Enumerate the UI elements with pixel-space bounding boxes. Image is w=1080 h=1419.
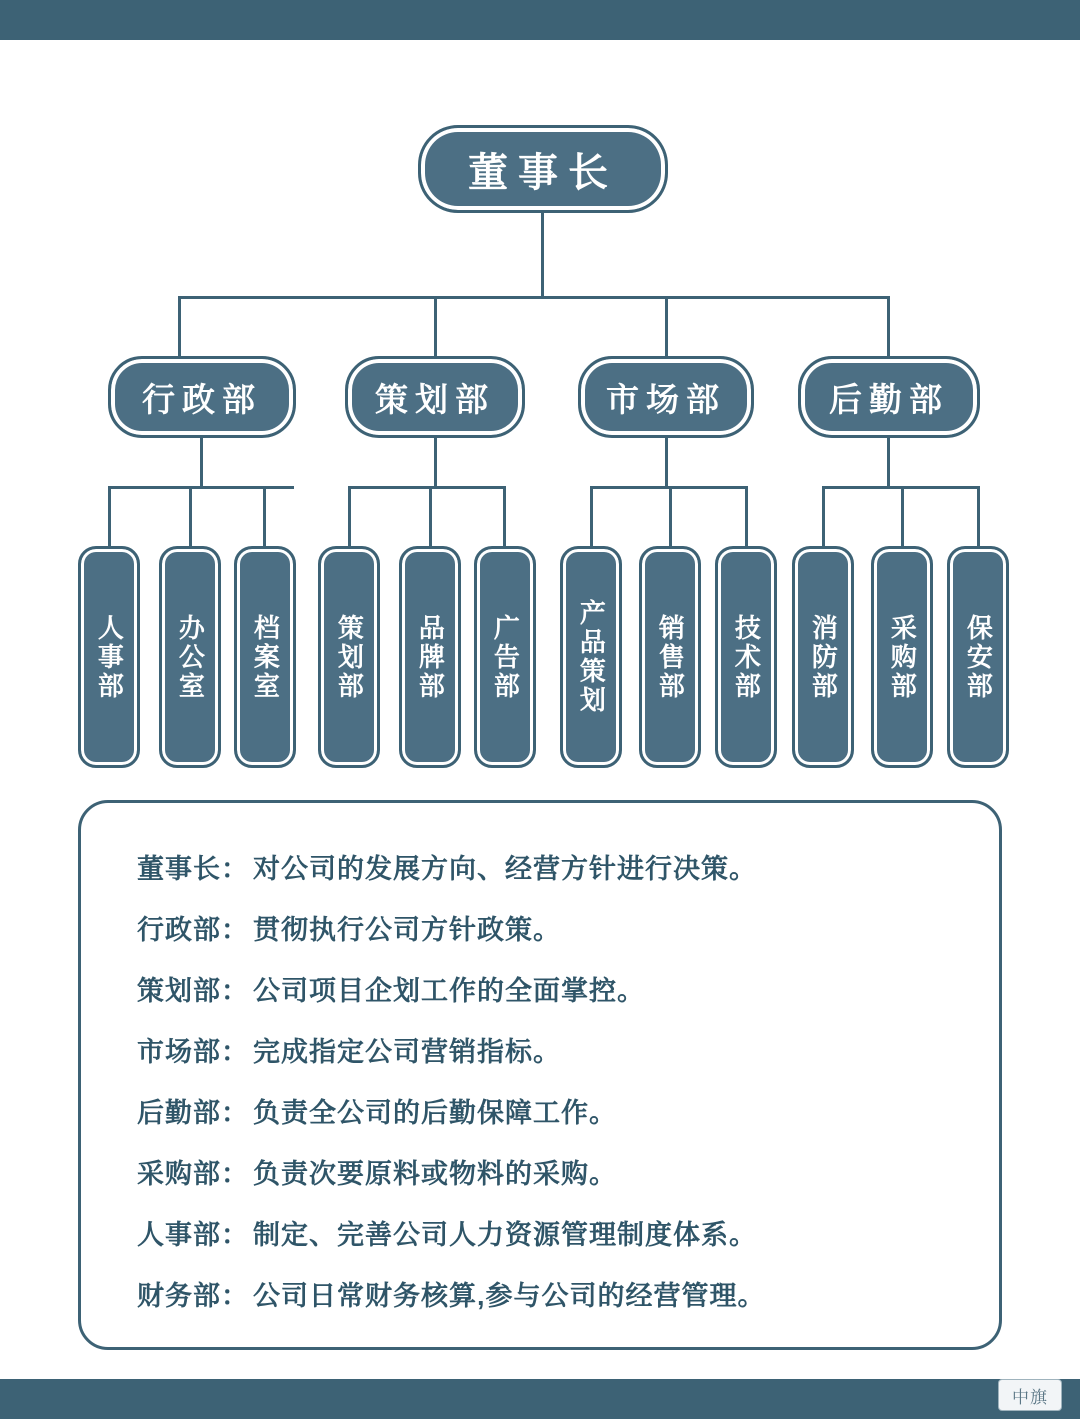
legend-row	[137, 1213, 943, 1252]
node-leaf-1-1[interactable]	[78, 546, 140, 768]
node-root-label: 董事长	[468, 150, 618, 195]
node-leaf-3-2-label: 销售部	[655, 613, 686, 701]
node-dept-3[interactable]	[578, 356, 754, 438]
node-leaf-3-3-label: 技术部	[731, 613, 762, 701]
legend-key: 人事部：	[137, 1220, 249, 1250]
node-dept-2-label: 策划部	[375, 380, 495, 418]
connector-dept-4-drop-3	[977, 486, 980, 546]
connector-main-bus	[178, 296, 890, 299]
connector-dept-4-drop-2	[901, 486, 904, 546]
node-leaf-2-1[interactable]	[318, 546, 380, 768]
node-leaf-4-1[interactable]	[792, 546, 854, 768]
legend-value: 公司日常财务核算,参与公司的经营管理。	[253, 1281, 766, 1311]
legend-row	[137, 1091, 943, 1130]
legend-value: 完成指定公司营销指标。	[253, 1037, 561, 1067]
legend-value: 负责次要原料或物料的采购。	[253, 1159, 617, 1189]
legend-panel	[78, 800, 1002, 1350]
legend-value: 负责全公司的后勤保障工作。	[253, 1098, 617, 1128]
connector-dept-2-drop-2	[429, 486, 432, 546]
node-leaf-2-2[interactable]	[399, 546, 461, 768]
node-dept-1-label: 行政部	[142, 380, 262, 418]
legend-row	[137, 1030, 943, 1069]
connector-dept-3-drop-3	[745, 486, 748, 546]
legend-value: 制定、完善公司人力资源管理制度体系。	[253, 1220, 757, 1250]
connector-dept-3-drop-2	[669, 486, 672, 546]
connector-dept-4-stem	[887, 438, 890, 486]
node-leaf-4-1-label: 消防部	[808, 613, 839, 701]
legend-value: 公司项目企划工作的全面掌控。	[253, 976, 645, 1006]
connector-dept-1-stem	[200, 438, 203, 486]
legend-key: 行政部：	[137, 915, 249, 945]
node-dept-3-label: 市场部	[606, 380, 726, 418]
legend-row	[137, 908, 943, 947]
node-leaf-4-2-label: 采购部	[887, 613, 918, 701]
connector-drop-dept-4	[887, 296, 890, 356]
legend-key: 董事长：	[137, 854, 249, 884]
connector-dept-3-drop-1	[590, 486, 593, 546]
node-leaf-2-2-label: 品牌部	[415, 613, 446, 701]
node-leaf-3-1[interactable]	[560, 546, 622, 768]
connector-dept-4-drop-1	[822, 486, 825, 546]
connector-drop-dept-2	[434, 296, 437, 356]
legend-key: 财务部：	[137, 1281, 249, 1311]
node-leaf-1-3[interactable]	[234, 546, 296, 768]
connector-dept-2-drop-3	[503, 486, 506, 546]
connector-dept-3-stem	[665, 438, 668, 486]
legend-key: 采购部：	[137, 1159, 249, 1189]
node-root[interactable]	[418, 125, 668, 213]
bottom-band	[0, 1379, 1080, 1419]
connector-dept-1-drop-2	[189, 486, 192, 546]
watermark-label: 中旗	[1012, 1387, 1048, 1407]
connector-dept-2-stem	[434, 438, 437, 486]
node-dept-4-label: 后勤部	[829, 380, 949, 418]
node-leaf-3-3[interactable]	[715, 546, 777, 768]
node-leaf-4-3[interactable]	[947, 546, 1009, 768]
legend-row	[137, 1274, 943, 1313]
node-leaf-1-1-label: 人事部	[94, 613, 125, 701]
connector-root-stem	[541, 213, 544, 296]
node-leaf-3-1-label: 产品策划	[576, 599, 607, 715]
node-dept-4[interactable]	[798, 356, 980, 438]
top-band	[0, 0, 1080, 40]
connector-dept-1-drop-1	[108, 486, 111, 546]
connector-dept-1-drop-3	[263, 486, 266, 546]
legend-key: 市场部：	[137, 1037, 249, 1067]
connector-dept-2-drop-1	[348, 486, 351, 546]
connector-drop-dept-1	[178, 296, 181, 356]
legend-row	[137, 1152, 943, 1191]
connector-dept-1-bus	[108, 486, 294, 489]
node-leaf-3-2[interactable]	[639, 546, 701, 768]
watermark-badge	[998, 1379, 1062, 1411]
legend-row	[137, 969, 943, 1008]
legend-key: 策划部：	[137, 976, 249, 1006]
legend-row	[137, 847, 943, 886]
node-leaf-1-2-label: 办公室	[175, 613, 206, 701]
chart-canvas	[0, 40, 1080, 1379]
node-dept-1[interactable]	[108, 356, 296, 438]
legend-value: 对公司的发展方向、经营方针进行决策。	[253, 854, 757, 884]
node-leaf-2-3[interactable]	[474, 546, 536, 768]
legend-value: 贯彻执行公司方针政策。	[253, 915, 561, 945]
node-leaf-4-3-label: 保安部	[963, 613, 994, 701]
node-leaf-4-2[interactable]	[871, 546, 933, 768]
node-leaf-2-3-label: 广告部	[490, 613, 521, 701]
node-leaf-1-2[interactable]	[159, 546, 221, 768]
legend-key: 后勤部：	[137, 1098, 249, 1128]
connector-dept-2-bus	[348, 486, 506, 489]
node-leaf-1-3-label: 档案室	[250, 613, 281, 701]
node-dept-2[interactable]	[345, 356, 525, 438]
node-leaf-2-1-label: 策划部	[334, 613, 365, 701]
connector-drop-dept-3	[665, 296, 668, 356]
